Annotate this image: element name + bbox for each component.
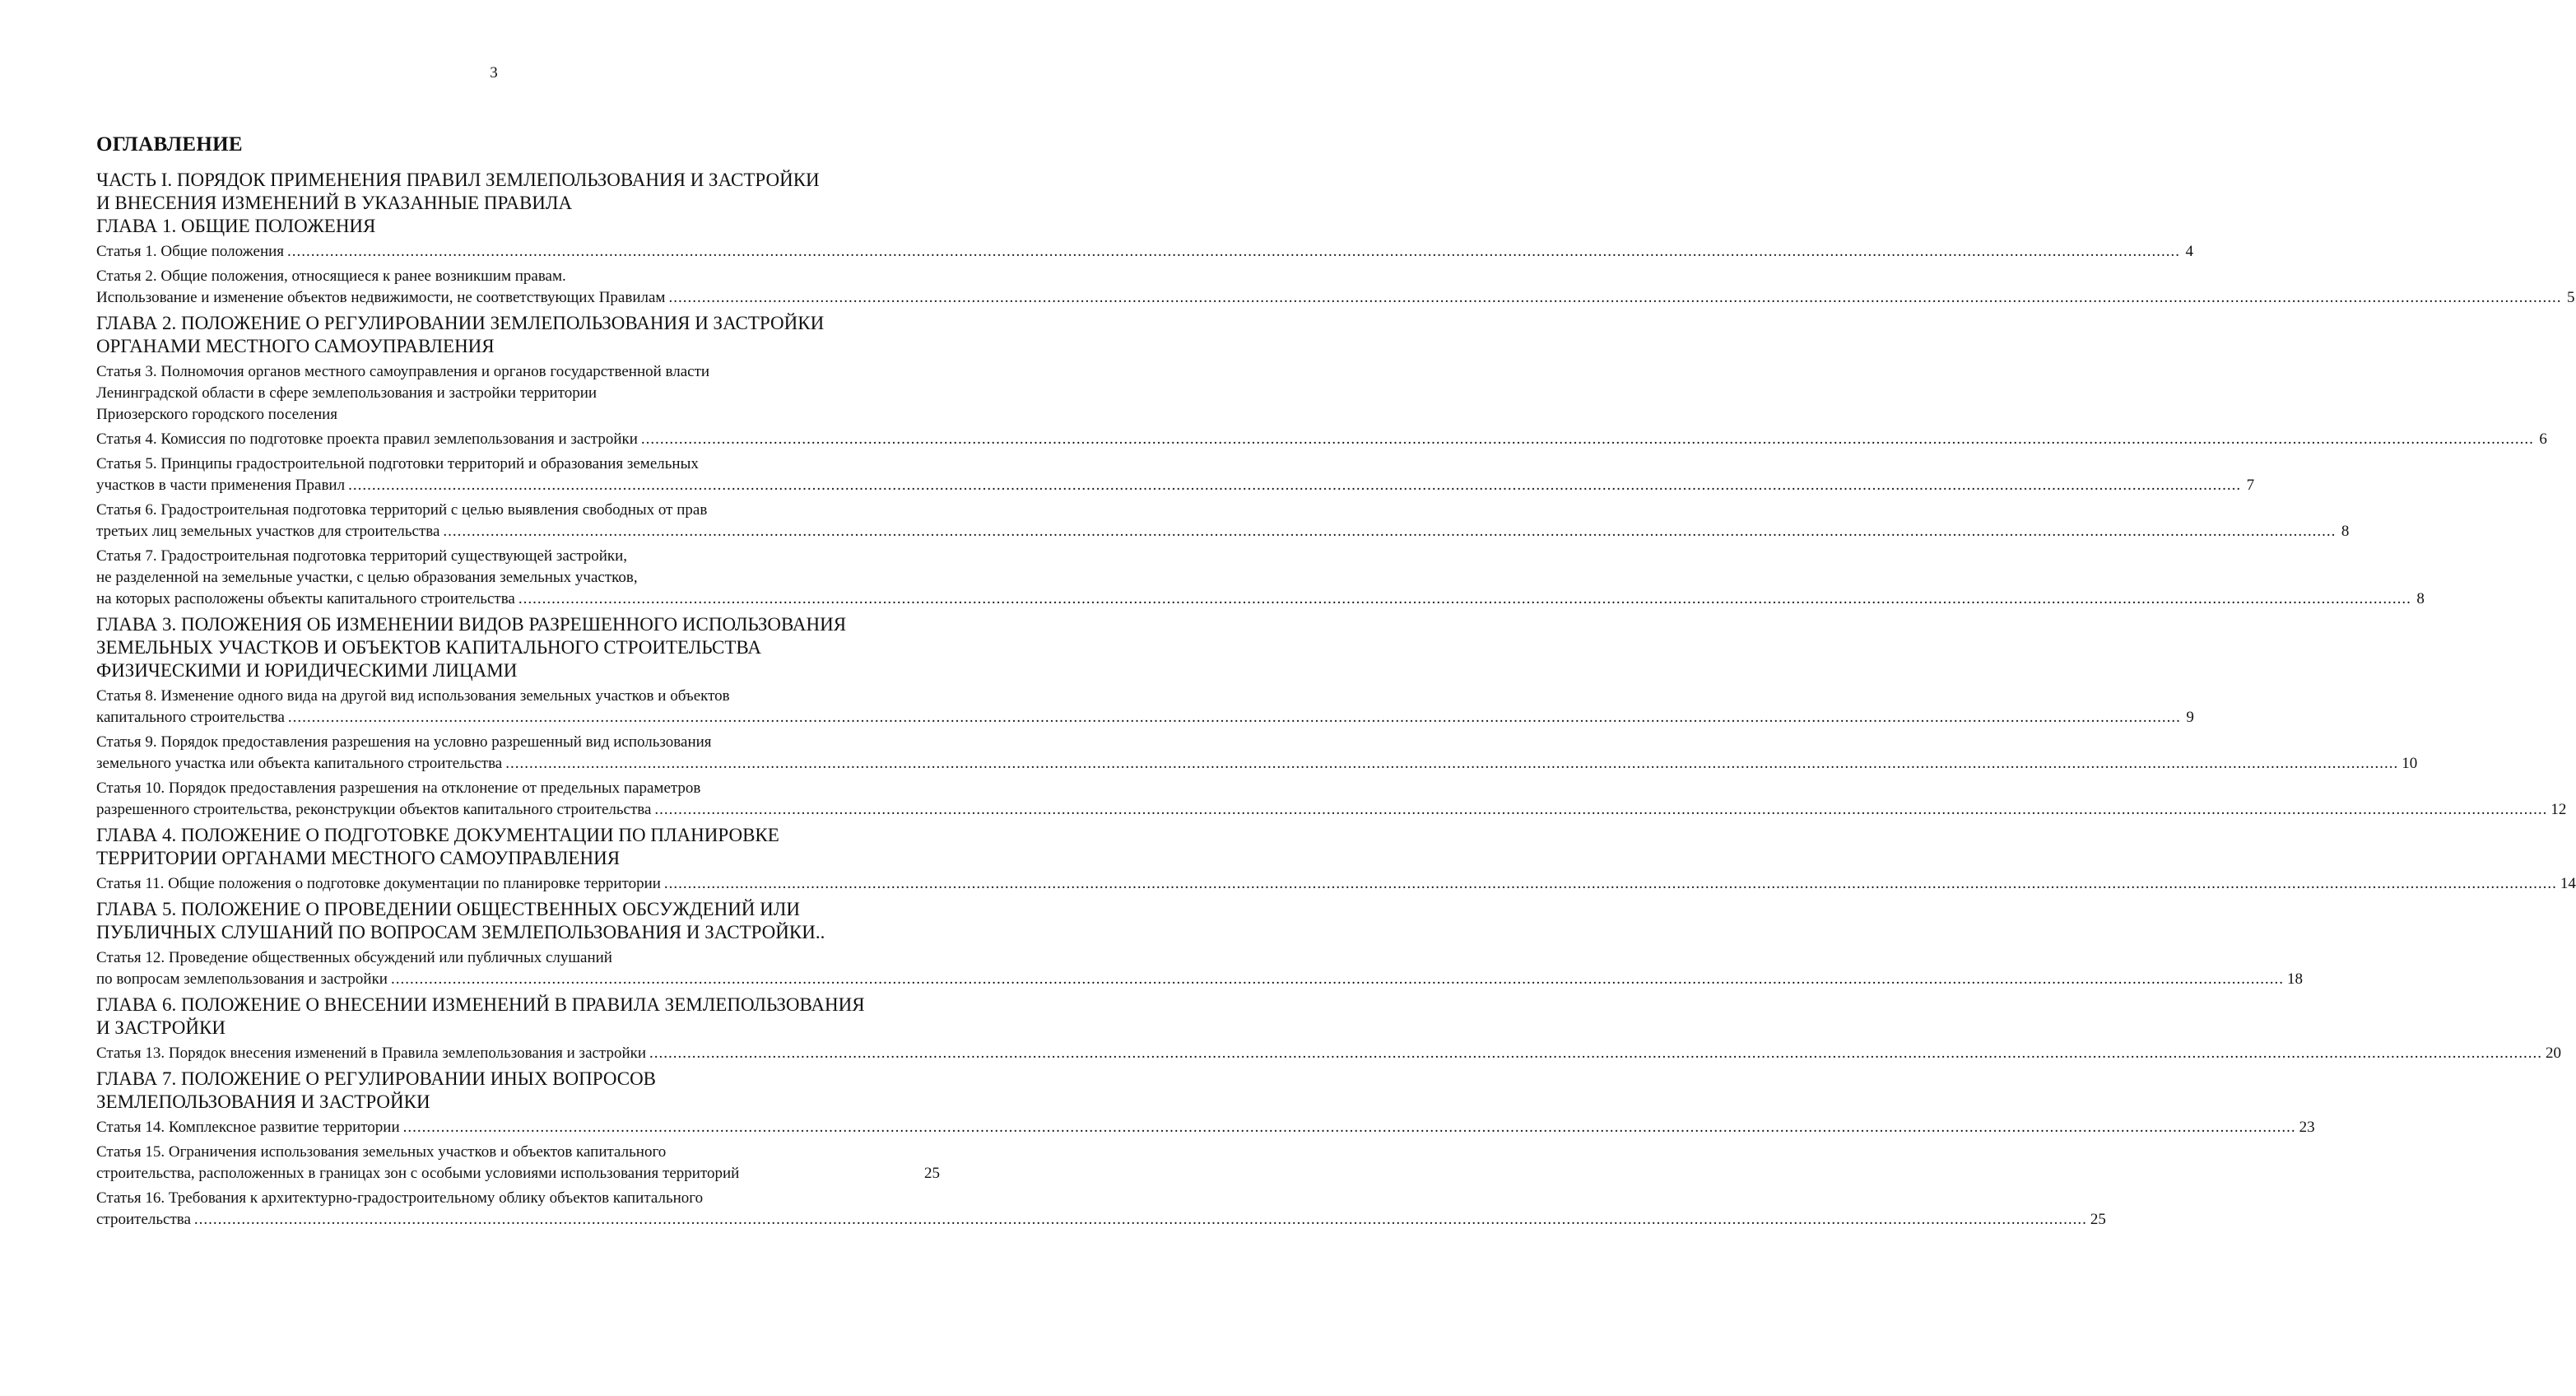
toc-article-line: Статья 16. Требования к архитектурно-градостроительному облику объектов капитального — [96, 1189, 704, 1207]
toc-section-heading — [96, 613, 940, 682]
toc-article-line: строительства — [96, 1211, 191, 1228]
toc-article-entry — [96, 1043, 2562, 1064]
toc-article-last-line — [96, 404, 940, 426]
leader-dots: ................................................................................................................................................................................................................................................................................................................................................................................................................ — [505, 755, 2399, 772]
toc-article-line: по вопросам землепользования и застройки — [96, 970, 388, 988]
toc-article-last-line — [96, 1117, 2315, 1138]
toc-article-line: Ленинградской области в сфере землепользования и застройки территории — [96, 384, 598, 402]
leader-dots: ................................................................................................................................................................................................................................................................................................................................................................................................................ — [287, 709, 2181, 726]
toc-article-last-line — [96, 969, 2303, 990]
toc-title: ОГЛАВЛЕНИЕ — [96, 133, 243, 156]
toc-page-number: 23 — [2299, 1119, 2315, 1136]
toc-article-last-line — [96, 287, 2575, 309]
toc-article-last-line — [96, 429, 2547, 450]
toc-article-last-line — [96, 589, 2425, 610]
toc-section-heading — [96, 169, 940, 215]
toc-heading-line: ПУБЛИЧНЫХ СЛУШАНИЙ ПО ВОПРОСАМ ЗЕМЛЕПОЛЬЗОВАНИЯ И ЗАСТРОЙКИ.. — [96, 922, 825, 942]
toc-article-line: Использование и изменение объектов недвижимости, не соответствующих Правилам — [96, 289, 666, 306]
toc-page-number: 6 — [2539, 430, 2547, 448]
toc-article-entry — [96, 1188, 2106, 1231]
toc-article-last-line — [96, 475, 2255, 496]
toc-section-heading — [96, 824, 940, 870]
toc-heading-line: ГЛАВА 5. ПОЛОЖЕНИЕ О ПРОВЕДЕНИИ ОБЩЕСТВЕННЫХ ОБСУЖДЕНИЙ ИЛИ — [96, 899, 800, 919]
toc-article-last-line — [96, 799, 2567, 821]
toc-page-number: 5 — [2566, 289, 2575, 306]
toc-page-number: 25 — [924, 1165, 940, 1182]
toc-section-heading — [96, 1068, 940, 1114]
leader-dots: ................................................................................................................................................................................................................................................................................................................................................................................................................ — [287, 243, 2181, 260]
toc-heading-line: ГЛАВА 6. ПОЛОЖЕНИЕ О ВНЕСЕНИИ ИЗМЕНЕНИЙ В ПРАВИЛА ЗЕМЛЕПОЛЬЗОВАНИЯ — [96, 994, 865, 1015]
toc-heading-line: ГЛАВА 2. ПОЛОЖЕНИЕ О РЕГУЛИРОВАНИИ ЗЕМЛЕПОЛЬЗОВАНИЯ И ЗАСТРОЙКИ — [96, 313, 825, 333]
page-number: 3 — [490, 64, 498, 81]
toc-page-number: 20 — [2546, 1045, 2562, 1062]
leader-dots: ................................................................................................................................................................................................................................................................................................................................................................................................................ — [443, 523, 2337, 540]
toc-article-entry — [96, 732, 2418, 775]
leader-dots: ................................................................................................................................................................................................................................................................................................................................................................................................................ — [668, 289, 2562, 306]
leader-dots: ................................................................................................................................................................................................................................................................................................................................................................................................................ — [193, 1211, 2087, 1228]
table-of-contents — [96, 169, 2576, 1234]
toc-article-line: разрешенного строительства, реконструкции объектов капитального строительства — [96, 801, 652, 818]
toc-article-entry — [96, 429, 2547, 450]
toc-article-line: участков в части применения Правил — [96, 477, 346, 494]
toc-article-line: Статья 14. Комплексное развитие территории — [96, 1119, 400, 1136]
toc-heading-line: ФИЗИЧЕСКИМИ И ЮРИДИЧЕСКИМИ ЛИЦАМИ — [96, 660, 518, 681]
leader-dots: ................................................................................................................................................................................................................................................................................................................................................................................................................ — [390, 970, 2284, 988]
leader-dots: ................................................................................................................................................................................................................................................................................................................................................................................................................ — [649, 1045, 2543, 1062]
toc-page-number: 14 — [2560, 875, 2576, 892]
toc-page-number: 8 — [2341, 523, 2350, 540]
leader-dots: ................................................................................................................................................................................................................................................................................................................................................................................................................ — [348, 477, 2242, 494]
toc-article-entry — [96, 546, 2425, 610]
toc-article-line: Статья 10. Порядок предоставления разрешения на отклонение от предельных параметров — [96, 779, 701, 797]
toc-article-entry — [96, 1142, 940, 1184]
toc-article-line: Статья 9. Порядок предоставления разрешения на условно разрешенный вид использования — [96, 733, 712, 751]
toc-article-line: третьих лиц земельных участков для строительства — [96, 523, 440, 540]
toc-section-heading — [96, 898, 940, 944]
toc-heading-line: ГЛАВА 3. ПОЛОЖЕНИЯ ОБ ИЗМЕНЕНИИ ВИДОВ РАЗРЕШЕННОГО ИСПОЛЬЗОВАНИЯ — [96, 614, 847, 635]
toc-article-line: Статья 6. Градостроительная подготовка территорий с целью выявления свободных от прав — [96, 501, 708, 519]
toc-page-number: 12 — [2550, 801, 2567, 818]
toc-article-line: Статья 11. Общие положения о подготовке документации по планировке территории — [96, 875, 661, 892]
toc-heading-line: ГЛАВА 1. ОБЩИЕ ПОЛОЖЕНИЯ — [96, 216, 376, 236]
toc-article-line: Статья 8. Изменение одного вида на другой вид использования земельных участков и объектов — [96, 687, 730, 705]
toc-heading-line: ЗЕМЛЕПОЛЬЗОВАНИЯ И ЗАСТРОЙКИ — [96, 1091, 430, 1112]
toc-page-number: 10 — [2402, 755, 2418, 772]
toc-section-heading — [96, 312, 940, 358]
toc-article-line: не разделенной на земельные участки, с целью образования земельных участков, — [96, 569, 638, 586]
toc-article-entry — [96, 686, 2194, 728]
toc-article-last-line — [96, 873, 2576, 895]
toc-article-entry — [96, 778, 2567, 821]
leader-dots: ................................................................................................................................................................................................................................................................................................................................................................................................................ — [654, 801, 2548, 818]
toc-heading-line: ЧАСТЬ I. ПОРЯДОК ПРИМЕНЕНИЯ ПРАВИЛ ЗЕМЛЕПОЛЬЗОВАНИЯ И ЗАСТРОЙКИ — [96, 170, 820, 190]
toc-article-last-line — [96, 1209, 2106, 1231]
toc-article-last-line — [96, 1043, 2562, 1064]
toc-article-entry — [96, 1117, 2315, 1138]
toc-section-heading — [96, 215, 940, 238]
toc-article-last-line — [96, 521, 2350, 542]
leader-dots: ................................................................................................................................................................................................................................................................................................................................................................................................................ — [402, 1119, 2296, 1136]
toc-article-line: Статья 4. Комиссия по подготовке проекта правил землепользования и застройки — [96, 430, 638, 448]
toc-article-entry — [96, 500, 2350, 542]
toc-article-last-line — [96, 707, 2194, 728]
toc-article-line: капитального строительства — [96, 709, 285, 726]
toc-heading-line: ОРГАНАМИ МЕСТНОГО САМОУПРАВЛЕНИЯ — [96, 336, 495, 356]
toc-article-entry — [96, 241, 2194, 263]
toc-heading-line: И ЗАСТРОЙКИ — [96, 1017, 226, 1038]
toc-article-entry — [96, 947, 2303, 990]
toc-page-number: 7 — [2246, 477, 2255, 494]
toc-heading-line: ТЕРРИТОРИИ ОРГАНАМИ МЕСТНОГО САМОУПРАВЛЕНИЯ — [96, 848, 621, 868]
toc-page-number: 9 — [2186, 709, 2194, 726]
toc-article-last-line — [96, 753, 2418, 775]
toc-heading-line: ГЛАВА 4. ПОЛОЖЕНИЕ О ПОДГОТОВКЕ ДОКУМЕНТАЦИИ ПО ПЛАНИРОВКЕ — [96, 825, 779, 845]
toc-page-number: 4 — [2185, 243, 2194, 260]
toc-section-heading — [96, 993, 940, 1040]
toc-article-line: Статья 12. Проведение общественных обсуждений или публичных слушаний — [96, 949, 612, 966]
toc-heading-line: ГЛАВА 7. ПОЛОЖЕНИЕ О РЕГУЛИРОВАНИИ ИНЫХ ВОПРОСОВ — [96, 1068, 657, 1089]
toc-article-line: Статья 1. Общие положения — [96, 243, 285, 260]
toc-article-line: на которых расположены объекты капитального строительства — [96, 590, 515, 607]
toc-heading-line: И ВНЕСЕНИЯ ИЗМЕНЕНИЙ В УКАЗАННЫЕ ПРАВИЛА — [96, 193, 573, 213]
toc-article-entry — [96, 361, 940, 426]
toc-article-line: Статья 15. Ограничения использования земельных участков и объектов капитального — [96, 1143, 667, 1161]
leader-dots: ................................................................................................................................................................................................................................................................................................................................................................................................................ — [663, 875, 2557, 892]
toc-article-last-line — [96, 1163, 940, 1184]
leader-dots: ................................................................................................................................................................................................................................................................................................................................................................................................................ — [518, 590, 2411, 607]
toc-article-line: строительства, расположенных в границах зон с особыми условиями использования территорий — [96, 1165, 740, 1182]
toc-article-line: Статья 2. Общие положения, относящиеся к ранее возникшим правам. — [96, 268, 566, 285]
toc-article-entry — [96, 454, 2255, 496]
toc-heading-line: ЗЕМЕЛЬНЫХ УЧАСТКОВ И ОБЪЕКТОВ КАПИТАЛЬНОГО СТРОИТЕЛЬСТВА — [96, 637, 761, 658]
leader-dots: ................................................................................................................................................................................................................................................................................................................................................................................................................ — [640, 430, 2534, 448]
toc-article-last-line — [96, 241, 2194, 263]
toc-article-line: Статья 3. Полномочия органов местного самоуправления и органов государственной власти — [96, 363, 710, 380]
toc-article-line: Статья 7. Градостроительная подготовка территорий существующей застройки, — [96, 547, 628, 565]
toc-article-line: Приозерского городского поселения — [96, 406, 338, 423]
toc-page-number: 8 — [2416, 590, 2425, 607]
toc-article-entry — [96, 266, 2575, 309]
toc-article-line: Статья 13. Порядок внесения изменений в Правила землепользования и застройки — [96, 1045, 647, 1062]
toc-article-line: Статья 5. Принципы градостроительной подготовки территорий и образования земельных — [96, 455, 699, 472]
toc-article-entry — [96, 873, 2576, 895]
toc-page-number: 18 — [2286, 970, 2303, 988]
toc-article-line: земельного участка или объекта капитального строительства — [96, 755, 503, 772]
toc-page-number: 25 — [2090, 1211, 2106, 1228]
